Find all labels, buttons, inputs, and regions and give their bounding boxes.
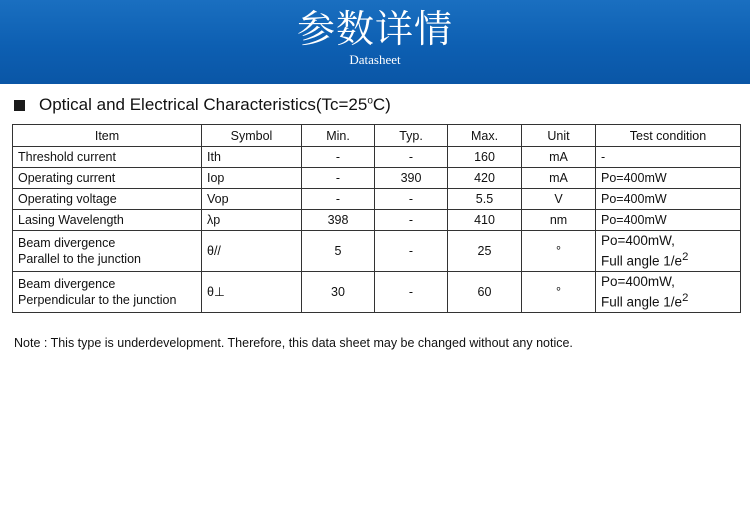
cell-max: 160 — [448, 147, 522, 168]
section-title-text: Optical and Electrical Characteristics(Tc=25 — [39, 95, 368, 114]
cell-symbol: θ// — [202, 231, 302, 272]
cell-unit: V — [522, 189, 596, 210]
cell-condition-text: Full angle 1/e — [601, 253, 683, 269]
cell-unit: nm — [522, 210, 596, 231]
table-row — [13, 168, 741, 189]
cell-item: Threshold current — [13, 147, 202, 168]
cell-symbol: θ⊥ — [202, 272, 302, 313]
cell-item-line1: Beam divergence — [18, 236, 116, 250]
cell-unit: mA — [522, 168, 596, 189]
table-header-row — [13, 125, 741, 147]
section-heading — [14, 94, 391, 116]
cell-min: - — [302, 189, 375, 210]
cell-condition-sup: 2 — [682, 250, 689, 263]
bullet-square-icon — [14, 100, 25, 111]
cell-max: 410 — [448, 210, 522, 231]
cell-max: 60 — [448, 272, 522, 313]
section-title — [39, 95, 391, 115]
footnote: Note : This type is underdevelopment. Therefore, this data sheet may be changed without any notice. — [14, 336, 573, 350]
table-row — [13, 147, 741, 168]
cell-typ: 390 — [375, 168, 448, 189]
cell-typ: - — [375, 272, 448, 313]
header-item: Item — [13, 125, 202, 147]
cell-max: 25 — [448, 231, 522, 272]
cell-condition — [596, 272, 741, 313]
cell-min: - — [302, 168, 375, 189]
cell-condition: Po=400mW — [596, 210, 741, 231]
characteristics-table — [12, 124, 741, 313]
header-test-condition: Test condition — [596, 125, 741, 147]
banner-subtitle: Datasheet — [349, 52, 401, 67]
cell-unit: ° — [522, 231, 596, 272]
table-row — [13, 189, 741, 210]
cell-condition: - — [596, 147, 741, 168]
cell-typ: - — [375, 189, 448, 210]
table-row — [13, 210, 741, 231]
cell-condition — [596, 231, 741, 272]
cell-condition-sup: 2 — [682, 291, 689, 304]
cell-max: 5.5 — [448, 189, 522, 210]
table-row — [13, 231, 741, 272]
cell-min: - — [302, 147, 375, 168]
cell-unit: mA — [522, 147, 596, 168]
header-min: Min. — [302, 125, 375, 147]
cell-symbol: λp — [202, 210, 302, 231]
header-max: Max. — [448, 125, 522, 147]
table-row — [13, 272, 741, 313]
cell-symbol: Ith — [202, 147, 302, 168]
cell-typ: - — [375, 147, 448, 168]
cell-condition-line1: Po=400mW, — [601, 273, 675, 289]
cell-symbol: Iop — [202, 168, 302, 189]
cell-symbol: Vop — [202, 189, 302, 210]
cell-min: 5 — [302, 231, 375, 272]
banner-title: 参数详情 — [296, 7, 453, 51]
cell-min: 398 — [302, 210, 375, 231]
header-symbol: Symbol — [202, 125, 302, 147]
cell-condition-line2 — [601, 249, 735, 270]
cell-condition: Po=400mW — [596, 189, 741, 210]
cell-item — [13, 272, 202, 313]
cell-max: 420 — [448, 168, 522, 189]
cell-item — [13, 231, 202, 272]
cell-condition-text: Full angle 1/e — [601, 294, 683, 310]
cell-typ: - — [375, 210, 448, 231]
header-banner — [0, 0, 750, 84]
cell-item-line1: Beam divergence — [18, 277, 116, 291]
cell-item-line2: Perpendicular to the junction — [18, 293, 177, 307]
cell-unit: ° — [522, 272, 596, 313]
cell-item: Operating current — [13, 168, 202, 189]
cell-item: Lasing Wavelength — [13, 210, 202, 231]
cell-item: Operating voltage — [13, 189, 202, 210]
section-title-end: C) — [372, 95, 391, 114]
cell-typ: - — [375, 231, 448, 272]
cell-condition: Po=400mW — [596, 168, 741, 189]
cell-condition-line2 — [601, 290, 735, 311]
degree-sup: o — [367, 95, 373, 107]
cell-item-line2: Parallel to the junction — [18, 252, 141, 266]
header-typ: Typ. — [375, 125, 448, 147]
cell-min: 30 — [302, 272, 375, 313]
cell-condition-line1: Po=400mW, — [601, 232, 675, 248]
header-unit: Unit — [522, 125, 596, 147]
